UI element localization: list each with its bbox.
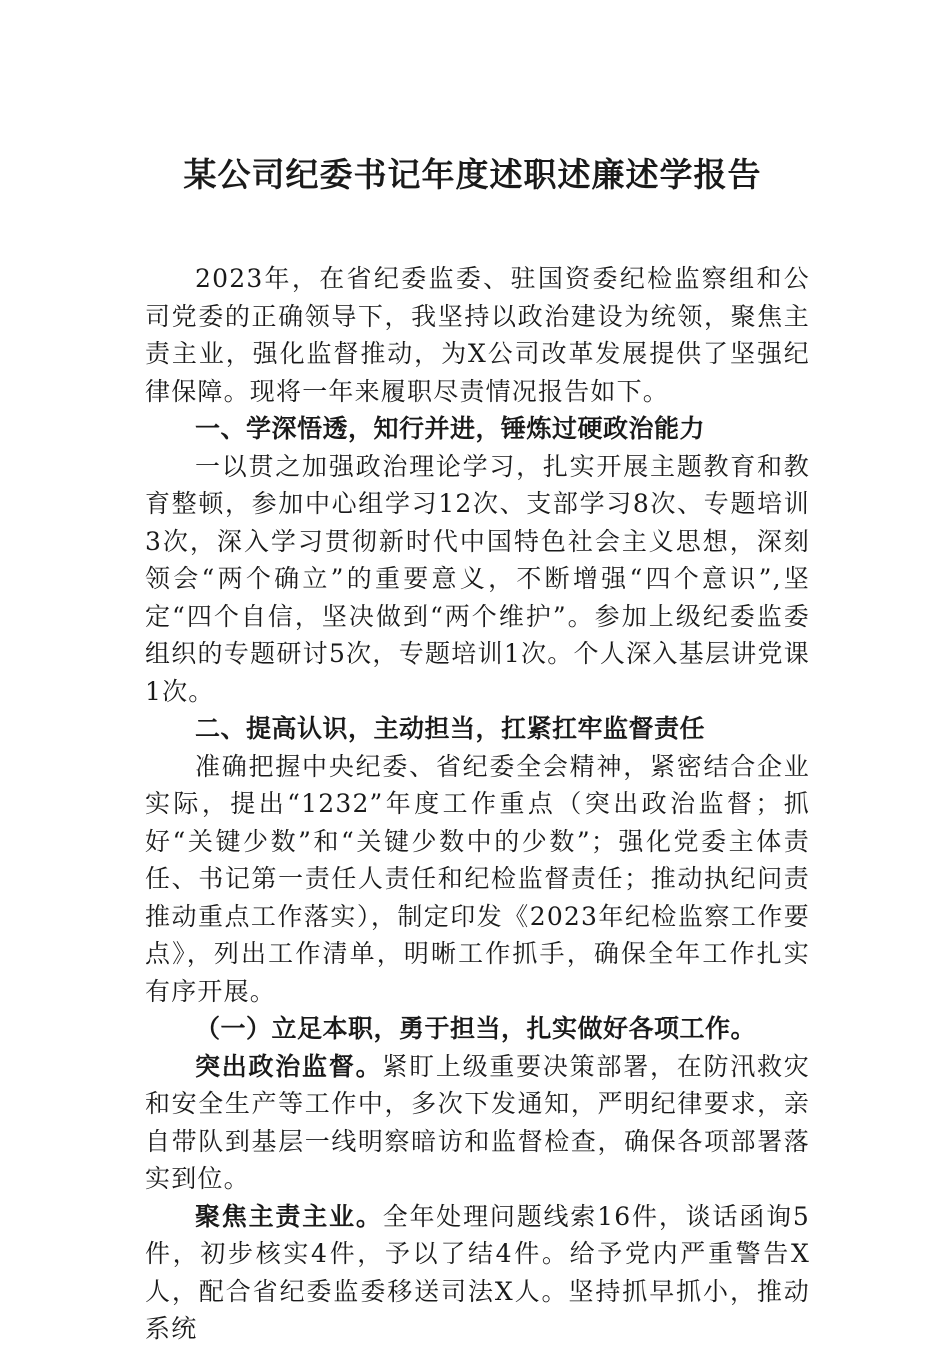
item-main-duty [145,1198,810,1348]
item-main-duty-lead: 聚焦主责主业。 [195,1201,383,1231]
subsection-1-heading: （一）立足本职，勇于担当，扎实做好各项工作。 [195,1014,757,1043]
document-body [145,260,810,1348]
intro-paragraph: 2023年，在省纪委监委、驻国资委纪检监察组和公司党委的正确领导下，我坚持以政治建设为统领，聚焦主责主业，强化监督推动，为X公司改革发展提供了坚强纪律保障。现将一年来履职尽责情况报告如下。 [145,264,810,406]
section-2-heading: 二、提高认识，主动担当，扛紧扛牢监督责任 [195,714,706,743]
section-2-paragraph: 准确把握中央纪委、省纪委全会精神，紧密结合企业实际，提出“1232”年度工作重点（突出政治监督；抓好“关键少数”和“关键少数中的少数”；强化党委主体责任、书记第一责任人责任和纪检监督责任；推动执纪问责推动重点工作落实），制定印发《2023年纪检监察工作要点》，列出工作清单，明晰工作抓手，确保全年工作扎实有序开展。 [145,751,810,1006]
section-1-paragraph: 一以贯之加强政治理论学习，扎实开展主题教育和教育整顿，参加中心组学习12次、支部学习8次、专题培训3次，深入学习贯彻新时代中国特色社会主义思想，深刻领会“两个确立”的重要意义，不断增强“四个意识”,坚定“四个自信，坚决做到“两个维护”。参加上级纪委监委组织的专题研讨5次，专题培训1次。个人深入基层讲党课1次。 [145,451,810,706]
document-title: 某公司纪委书记年度述职述廉述学报告 [183,155,762,194]
section-1-heading: 一、学深悟透，知行并进，锤炼过硬政治能力 [195,414,706,443]
item-main-duty-text: 全年处理问题线索16件，谈话函询5件，初步核实4件，予以了结4件。给予党内严重警告X人，配合省纪委监委移送司法X人。坚持抓早抓小，推动系统 [145,1201,810,1343]
document-page [145,150,810,1348]
item-political-supervision-lead: 突出政治监督。 [195,1051,383,1081]
item-political-supervision-text: 紧盯上级重要决策部署，在防汛救灾和安全生产等工作中，多次下发通知，严明纪律要求，亲自带队到基层一线明察暗访和监督检查，确保各项部署落实到位。 [145,1051,810,1193]
item-political-supervision [145,1048,810,1198]
